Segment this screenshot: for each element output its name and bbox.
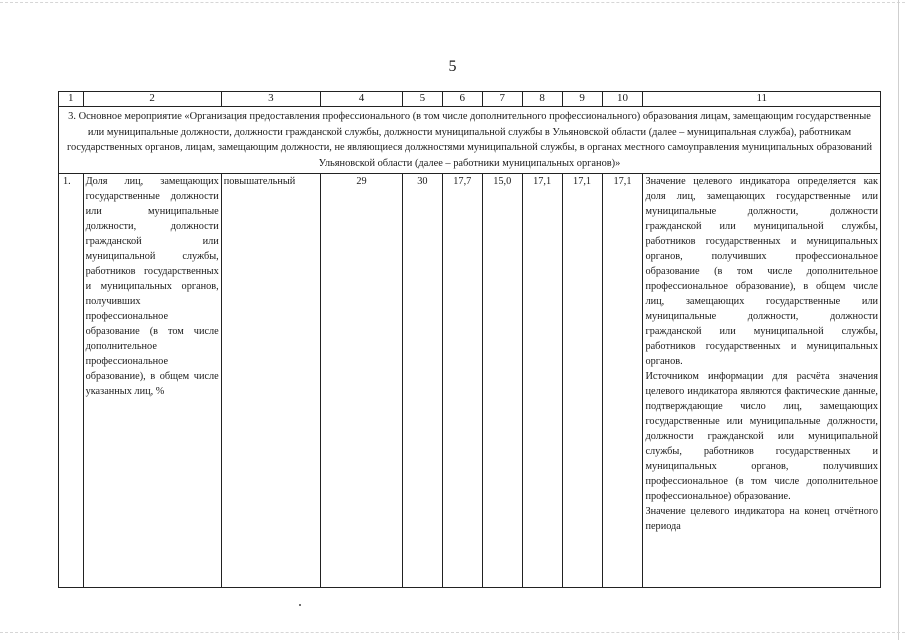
column-number: 2 [83,92,221,107]
column-number: 5 [402,92,442,107]
scan-speck [299,604,301,606]
scan-edge-bottom [0,632,905,633]
page-number: 5 [448,58,457,75]
value-col7: 15,0 [482,174,522,588]
column-number: 7 [482,92,522,107]
column-number: 3 [221,92,320,107]
value-col9: 17,1 [562,174,602,588]
column-number: 1 [59,92,84,107]
value-col6: 17,7 [442,174,482,588]
indicator-description [643,174,881,588]
section-title: 3. Основное мероприятие «Организация предоставления профессионального (в том числе дополнительного профессионального) образования лицам, замещающим государственные или муниципальные должности, должности гражданской службы, должности муниципальной службы в Ульяновской области (далее – муниципальная служба), работникам государственных органов, лицам, замещающим должности, не являющиеся должностями муниципальной службы, в органах местного самоуправления муниципальных образований Ульяновской области (далее – работники муниципальных органов)» [59,107,881,174]
indicator-direction: повышательный [221,174,320,588]
column-number: 11 [643,92,881,107]
table-row [59,174,881,588]
value-col8: 17,1 [522,174,562,588]
column-number: 8 [522,92,562,107]
value-col5: 30 [402,174,442,588]
value-col4: 29 [321,174,403,588]
description-paragraph: Источником информации для расчёта значения целевого индикатора являются фактические данные, подтверждающие число лиц, замещающих государственные или муниципальные должности, должности гражданской или муниципальной службы, работников государственных и муниципальных органов, получивших профессиональное (в том числе дополнительное профессиональное) образование. [645,371,878,503]
value-col10: 17,1 [602,174,643,588]
scan-edge-right [898,0,899,640]
column-number: 9 [562,92,602,107]
column-number-row [59,92,881,107]
row-number: 1. [59,174,84,588]
column-number: 6 [442,92,482,107]
description-paragraph: Значение целевого индикатора на конец отчётного периода [645,506,878,533]
description-paragraph: Значение целевого индикатора определяется как доля лиц, замещающих государственные или муниципальные должности, должности гражданской или муниципальной службы, работников государственных и муниципальных органов, получивших профессиональное образование (в том числе дополнительное профессиональное образование), в общем числе лиц, замещающих государственные или муниципальные должности, должности гражданской или муниципальной службы, работников государственных и муниципальных органов. [645,176,878,368]
indicator-name: Доля лиц, замещающих государственные должности или муниципальные должности, должности гражданской или муниципальной службы, работников государственных и муниципальных органов, получивших профессиональное образование (в том числе дополнительное профессиональное образование), в общем числе указанных лиц, % [83,174,221,588]
column-number: 4 [321,92,403,107]
column-number: 10 [602,92,643,107]
section-row [59,107,881,174]
indicator-table [58,91,881,588]
scan-edge-top [0,2,905,3]
